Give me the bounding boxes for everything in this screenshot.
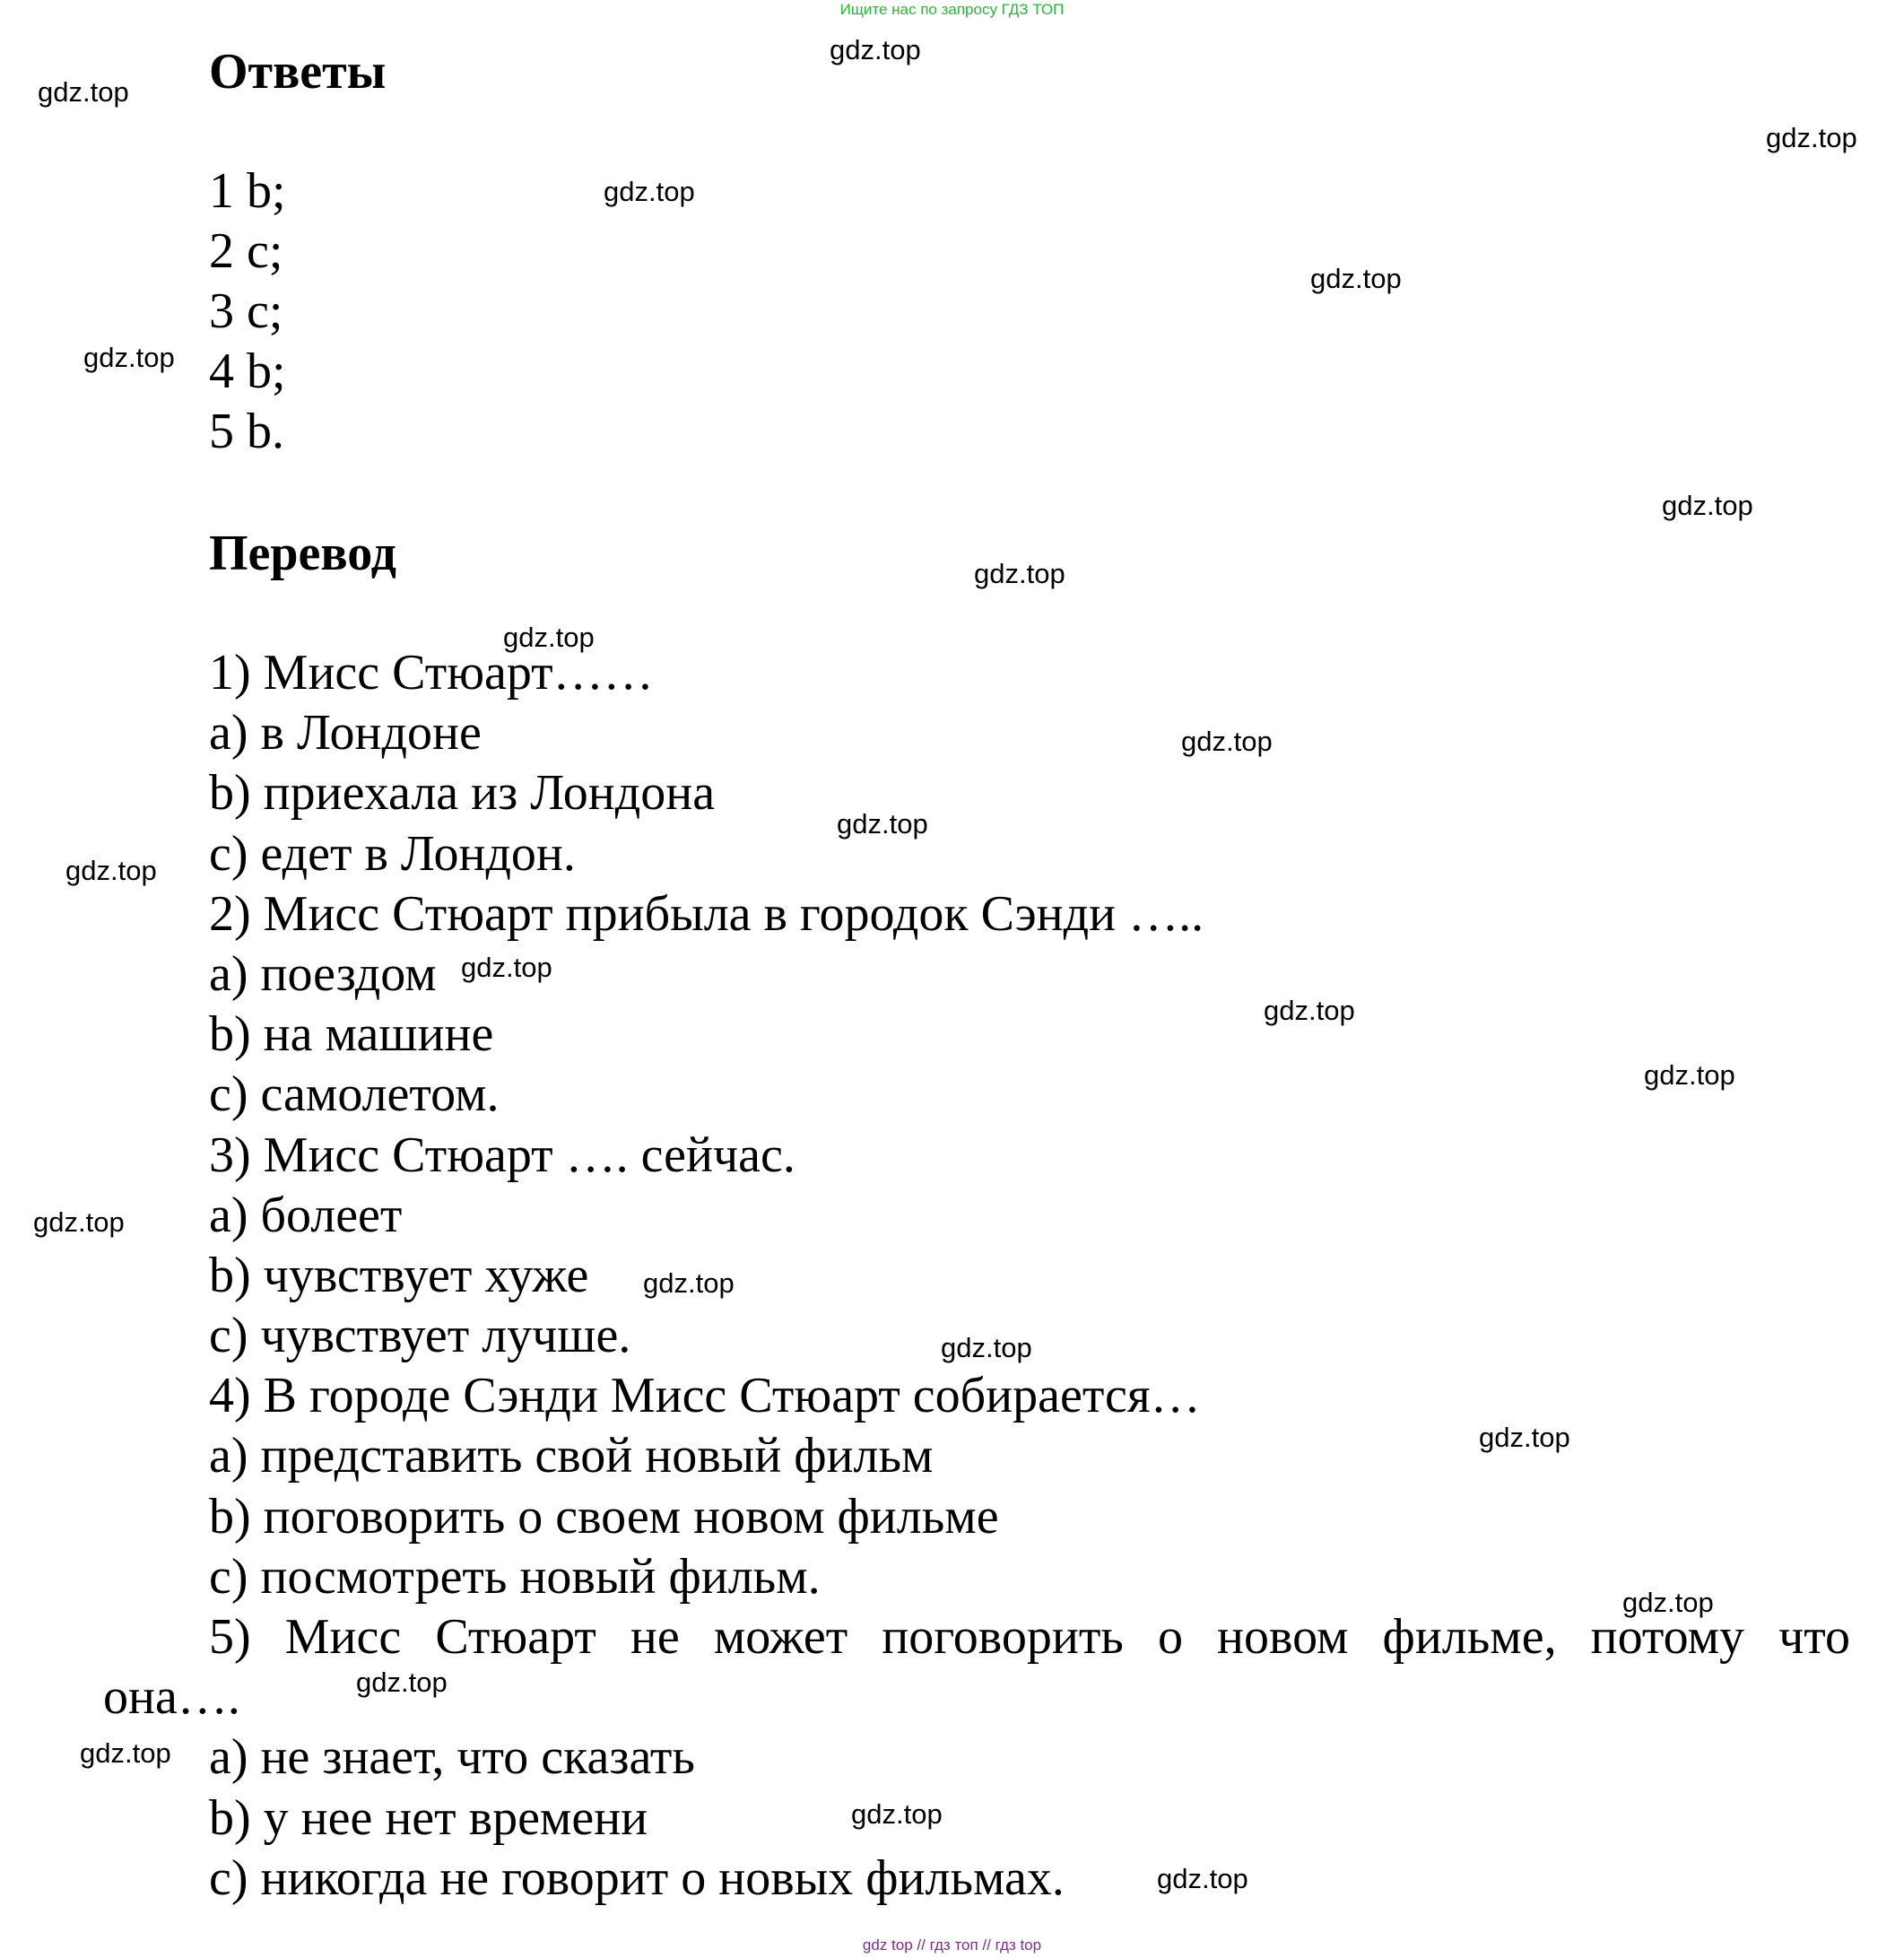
answer-2: 2 c; [209, 223, 283, 279]
option-4b: b) поговорить о своем новом фильме [209, 1488, 999, 1545]
watermark: gdz.top [974, 558, 1065, 589]
watermark: gdz.top [38, 76, 129, 108]
option-1a: a) в Лондоне [209, 705, 482, 761]
answers-heading: Ответы [209, 44, 387, 100]
watermark: gdz.top [1181, 726, 1273, 757]
option-5c: c) никогда не говорит о новых фильмах. [209, 1849, 1065, 1906]
watermark: gdz.top [1157, 1863, 1248, 1894]
watermark: gdz.top [65, 855, 157, 886]
watermark: gdz.top [1310, 263, 1402, 294]
watermark: gdz.top [643, 1267, 735, 1299]
watermark: gdz.top [356, 1666, 448, 1698]
watermark: gdz.top [1662, 490, 1753, 521]
watermark: gdz.top [941, 1332, 1032, 1363]
option-1c: c) едет в Лондон. [209, 825, 576, 882]
watermark: gdz.top [461, 952, 552, 983]
question-3: 3) Мисс Стюарт …. сейчас. [209, 1127, 796, 1183]
option-3c: c) чувствует лучше. [209, 1308, 631, 1364]
question-5-continuation: она…. [103, 1669, 240, 1726]
option-5a: a) не знает, что сказать [209, 1729, 695, 1786]
watermark: gdz.top [1622, 1587, 1714, 1618]
watermark: gdz.top [1479, 1422, 1570, 1453]
option-5b: b) у нее нет времени [209, 1789, 648, 1846]
watermark: gdz.top [1644, 1059, 1735, 1091]
watermark: gdz.top [1264, 995, 1355, 1026]
answer-1: 1 b; [209, 163, 286, 219]
answer-3: 3 c; [209, 283, 283, 339]
question-4: 4) В городе Сэнди Мисс Стюарт собирается… [209, 1368, 1201, 1424]
top-banner: Ищите нас по запросу ГДЗ ТОП [839, 1, 1065, 18]
question-5: 5) Мисс Стюарт не может поговорить о новом фильме, потому что [209, 1609, 1850, 1665]
translation-heading: Перевод [209, 526, 396, 581]
answers-list [209, 161, 286, 462]
question-1: 1) Мисс Стюарт…… [209, 645, 654, 701]
watermark: gdz.top [80, 1737, 171, 1769]
option-2c: c) самолетом. [209, 1066, 500, 1123]
option-3b: b) чувствует хуже [209, 1247, 589, 1303]
watermark: gdz.top [503, 622, 595, 653]
watermark: gdz.top [604, 176, 695, 207]
answer-4: 4 b; [209, 344, 286, 399]
option-4a: a) представить свой новый фильм [209, 1428, 934, 1484]
option-1b: b) приехала из Лондона [209, 765, 716, 822]
watermark: gdz.top [851, 1798, 943, 1830]
question-2: 2) Мисс Стюарт прибыла в городок Сэнди ….. [209, 885, 1204, 942]
watermark: gdz.top [83, 342, 175, 373]
option-4c: c) посмотреть новый фильм. [209, 1548, 821, 1605]
watermark: gdz.top [1766, 122, 1857, 153]
bottom-footer: gdz top // гдз топ // гдз top [862, 1936, 1042, 1954]
answer-5: 5 b. [209, 404, 284, 459]
option-2a: a) поездом [209, 945, 437, 1002]
watermark: gdz.top [830, 34, 921, 65]
watermark: gdz.top [33, 1206, 125, 1238]
option-2b: b) на машине [209, 1006, 494, 1063]
watermark: gdz.top [837, 808, 928, 840]
option-3a: a) болеет [209, 1187, 403, 1243]
